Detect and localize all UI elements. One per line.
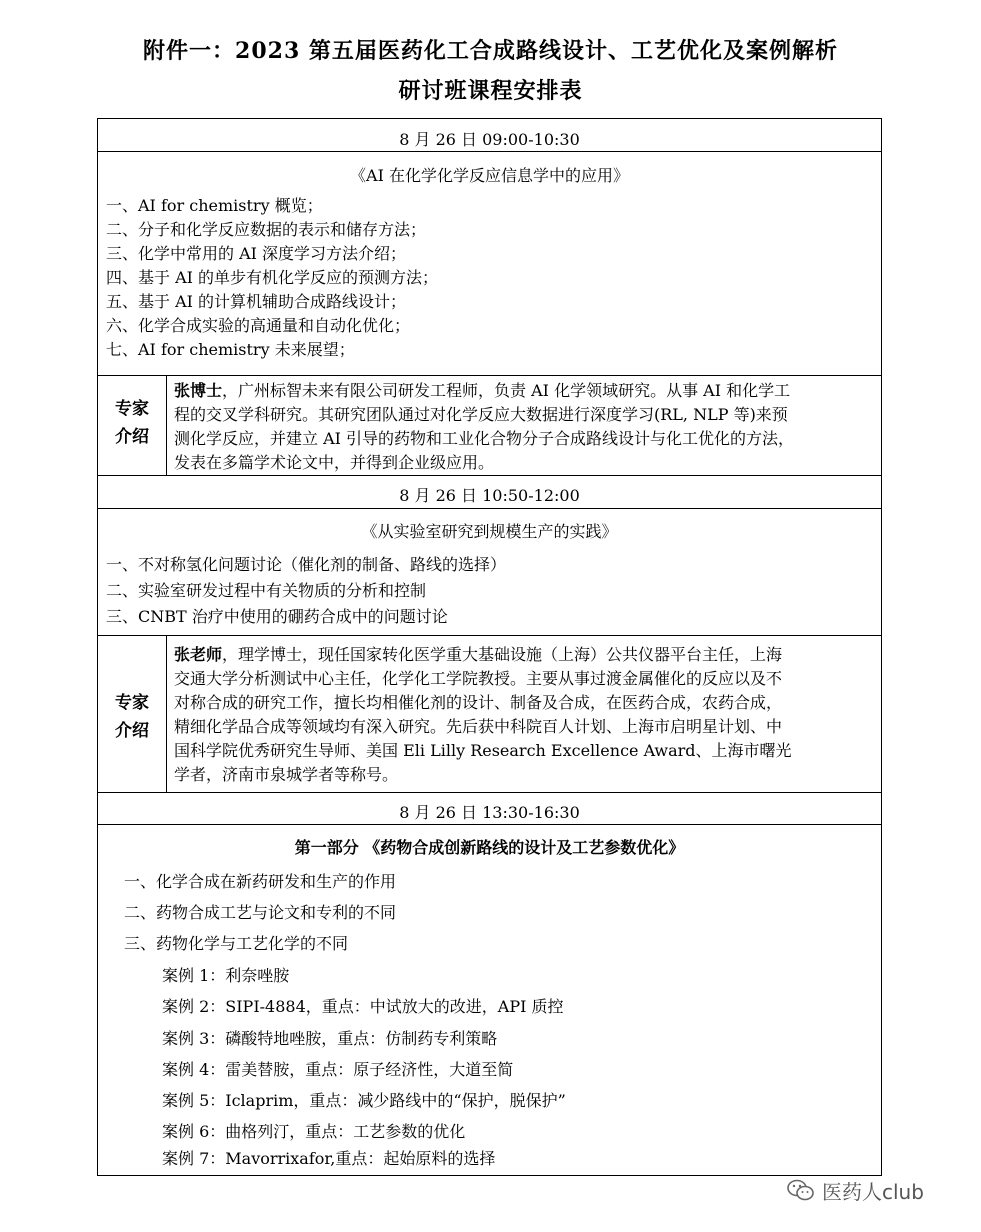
divider (166, 375, 167, 475)
divider (98, 375, 881, 376)
divider (166, 635, 167, 792)
divider (98, 508, 881, 509)
case-item: 案例 1：利奈唑胺 (162, 966, 290, 985)
list-item: 二、药物合成工艺与论文和专利的不同 (124, 903, 397, 922)
list-item: 二、实验室研发过程中有关物质的分析和控制 (106, 581, 427, 600)
expert-bio: 张老师，理学博士，现任国家转化医学重大基础设施（上海）公共仪器平台主任，上海 交通大学分析测试中心主任，化学化工学院教授。主要从事过渡金属催化的反应以及不 对称合成的研究工作，擅长均相催化剂的设计、制备及合成，在医药合成，农药合成， 精细化学品合成等领域均有深入研究。先后获中科院百人计划、上海市启明星计划、中 国科学院优秀研究生导师、美国 Eli Lilly Research Excellence Award、上海市曙光 学者，济南市泉城学者等称号。 (174, 645, 792, 784)
list-item: 五、基于 AI 的计算机辅助合成路线设计； (106, 292, 407, 311)
session2-time: 8 月 26 日 10:50-12:00 (399, 486, 580, 505)
list-item: 一、不对称氢化问题讨论（催化剂的制备、路线的选择） (106, 555, 507, 574)
wechat-icon (786, 1178, 816, 1202)
list-item: 一、化学合成在新药研发和生产的作用 (124, 872, 397, 891)
case-item: 案例 7：Mavorrixafor,重点：起始原料的选择 (162, 1149, 496, 1168)
expert-name: 张博士 (174, 381, 223, 400)
list-item: 七、AI for chemistry 未来展望； (106, 340, 355, 359)
case-item: 案例 6：曲格列汀，重点：工艺参数的优化 (162, 1122, 466, 1141)
divider (98, 475, 881, 476)
expert-label: 专家 介绍 (115, 399, 149, 447)
list-item: 一、AI for chemistry 概览； (106, 196, 323, 215)
expert-name: 张老师 (174, 645, 223, 664)
session3-time: 8 月 26 日 13:30-16:30 (399, 803, 580, 822)
document-subtitle: 研讨班课程安排表 (398, 78, 583, 104)
session1-topic: 《AI 在化学化学反应信息学中的应用》 (350, 166, 629, 185)
list-item: 六、化学合成实验的高通量和自动化优化； (106, 316, 411, 335)
case-item: 案例 4：雷美替胺，重点：原子经济性，大道至简 (162, 1060, 514, 1079)
expert-label: 专家 介绍 (115, 693, 149, 741)
session2-topic: 《从实验室研究到规模生产的实践》 (361, 522, 618, 541)
watermark-text: 医药人club (822, 1179, 924, 1204)
list-item: 三、化学中常用的 AI 深度学习方法介绍； (106, 244, 407, 263)
session1-time: 8 月 26 日 09:00-10:30 (399, 130, 580, 149)
case-item: 案例 2：SIPI-4884，重点：中试放大的改进，API 质控 (162, 997, 564, 1016)
case-item: 案例 5：Iclaprim，重点：减少路线中的“保护，脱保护” (162, 1091, 566, 1110)
list-item: 三、药物化学与工艺化学的不同 (124, 934, 349, 953)
list-item: 二、分子和化学反应数据的表示和储存方法； (106, 220, 427, 239)
document-title: 附件一：2023 第五届医药化工合成路线设计、工艺优化及案例解析 (143, 38, 838, 64)
session3-part-title: 第一部分 《药物合成创新路线的设计及工艺参数优化》 (294, 838, 685, 857)
case-item: 案例 3：磷酸特地唑胺，重点：仿制药专利策略 (162, 1029, 498, 1048)
watermark (786, 1176, 924, 1204)
divider (98, 792, 881, 793)
list-item: 三、CNBT 治疗中使用的硼药合成中的问题讨论 (106, 607, 448, 626)
divider (98, 635, 881, 636)
divider (98, 151, 881, 152)
expert-bio: 张博士，广州标智未来有限公司研发工程师，负责 AI 化学领域研究。从事 AI 和化学工 程的交叉学科研究。其研究团队通过对化学反应大数据进行深度学习(RL, NLP 等)来预 测化学反应，并建立 AI 引导的药物和工业化合物分子合成路线设计与化工优化的方法， 发表在多篇学术论文中，并得到企业级应用。 (174, 381, 795, 472)
divider (98, 824, 881, 825)
schedule-table (97, 118, 882, 1176)
list-item: 四、基于 AI 的单步有机化学反应的预测方法； (106, 268, 439, 287)
